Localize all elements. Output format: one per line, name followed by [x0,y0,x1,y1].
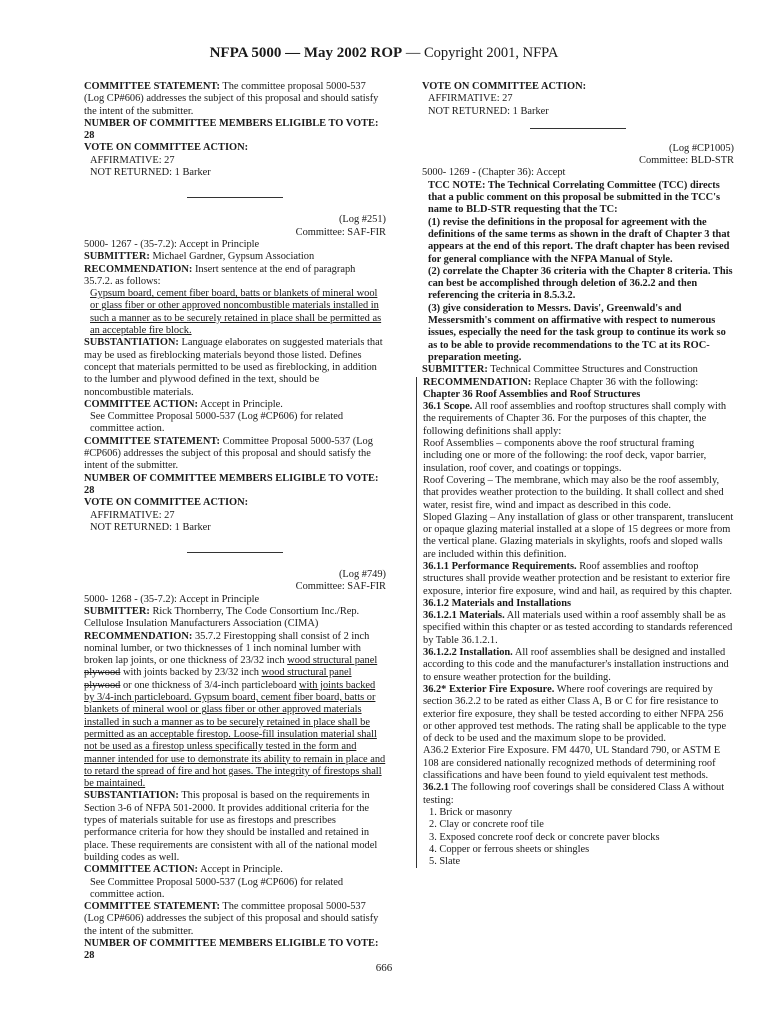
committee-statement-text: The committee proposal 5000-537 (Log CP#606) addresses the subject of this proposal and should satisfy the intent of the submitter. [84,901,379,937]
committee-statement [84,436,386,473]
struck-deletion: plywood [84,667,121,679]
list-item: 3. Exposed concrete roof deck or concrete paver blocks [429,831,660,843]
section-36-1-2: 36.1.2 Materials and Installations [423,597,572,609]
proposal-number: 5000- 1267 - (35-7.2): Accept in Principle [84,238,260,250]
section-36-1-2-1-text: All materials used within a roof assembly shall be as specified within this chapter or as tested according to standards referenced by Table 36.1.2.1. [423,610,733,646]
vote-heading: VOTE ON COMMITTEE ACTION: [422,81,587,92]
eligible-to-vote: NUMBER OF COMMITTEE MEMBERS ELIGIBLE TO VOTE: 28 [84,938,379,962]
section-36-1-2-2-text: All roof assemblies shall be designed and installed according to this code and the manufacturer's installation instructions and to ensure weather protection for the building. [423,647,729,683]
list-item: 4. Copper or ferrous sheets or shingles [429,843,590,855]
separator-rule [187,552,283,553]
submitter-text: Technical Committee Structures and Construction [490,364,698,376]
section-36-2-text: Where roof coverings are required by section 36.2.2 to be rated as either Class A, B or C for fire resistance to exterior fire exposure, they shall be tested according to either NFPA 256 or other approved test methods. The rating shall be applicable to the type of deck to be used and the maximum slope to be provided. [423,683,727,745]
committee-code: Committee: BLD-STR [639,155,734,167]
section-36-1-1-text: Roof assemblies and rooftop structures shall provide weather protection and be resistant to exterior fire exposure, interior fire exposure, wind and hail, as required by this chapter. [423,560,733,597]
committee-action-see: See Committee Proposal 5000-537 (Log #CP606) for related committee action. [90,876,344,900]
committee-code: Committee: SAF-FIR [295,226,386,238]
vote-heading: VOTE ON COMMITTEE ACTION: [84,497,249,509]
list-item: 1. Brick or masonry [429,806,513,818]
underlined-insert: wood structural panel [261,667,352,679]
log-number: (Log #251) [338,214,386,226]
section-36-2-label: 36.2* Exterior Fire Exposure. [423,683,555,695]
section-36-2-1-text: The following roof coverings shall be considered Class A without testing: [423,782,725,806]
underlined-insert: with joints backed by 3/4-inch particleboard. Gypsum board, cement fiber board, batts or blankets of mineral wool or glass fiber or other approved materials installed in such a manner as to be securely retained in place shall be permitted as an acceptable firestop. Loose-fill insulation material shall not be used as a firestop unless specifically tested in the form and manner intended for use to demonstrate its ability to remain in place and to retard the spread of fire and hot gases. The integrity of firestops shall be maintained. [84,679,386,790]
section-36-1-2-1 [423,610,734,647]
submitter-label: SUBMITTER: [84,251,150,263]
committee-action [84,864,386,876]
definition-roof-covering: Roof Covering – The membrane, which may also be the roof assembly, that provides weather protection to the building. It shall collect and shed water, resist fire, wind and impact as described in this code. [423,474,724,511]
committee-action-text: Accept in Principle. [200,398,283,410]
underlined-insert: Gypsum board, cement fiber board, batts or blankets of mineral wool or glass fiber or other approved noncombustible materials installed in such a manner as to be securely retained in place shall be permitted as an acceptable fire block. [90,288,382,337]
substantiation-label: SUBSTANTIATION: [84,337,179,349]
recommendation-label: RECOMMENDATION: [423,376,532,388]
committee-action [84,399,386,411]
substantiation [84,790,386,864]
tcc-note: TCC NOTE: The Technical Correlating Committee (TCC) directs that a public comment on this proposal be submitted in the TCC's name to BLD-STR requesting that the TC: [428,179,721,216]
submitter [84,606,386,631]
recommendation-text: Replace Chapter 36 with the following: [533,376,699,388]
recommendation [84,631,386,791]
submitter [84,251,386,263]
committee-action-see: See Committee Proposal 5000-537 (Log #CP606) for related committee action. [90,411,344,435]
tcc-item-2: (2) correlate the Chapter 36 criteria with the Chapter 8 criteria. This can best be accomplished through deletion of 36.2.2 and then referencing the criteria in 8.5.3.2. [428,265,733,302]
section-36-1-2-2-label: 36.1.2.2 Installation. [423,647,513,659]
affirmative-count: AFFIRMATIVE: 27 [90,509,175,521]
recommendation-text: or one thickness of 3/4-inch particleboard [122,679,297,691]
substantiation [84,337,386,398]
committee-action-text: Accept in Principle. [200,864,283,876]
list-item: 2. Clay or concrete roof tile [429,819,544,831]
committee-statement [84,81,386,118]
tcc-item-3: (3) give consideration to Messrs. Davis', Greenwald's and Messersmith's comment on affirmative with respect to numerous issues, especially the need for the task group to continue its work so as to be able to provide recommendations to the TC at its ROC-preparation meeting. [428,302,726,363]
log-number: (Log #CP1005) [669,142,734,154]
section-36-1-1-label: 36.1.1 Performance Requirements. [423,560,577,572]
recommendation-label: RECOMMENDATION: [84,630,193,642]
separator-rule [187,197,283,198]
substantiation-text: Language elaborates on suggested materials that may be used as fireblocking materials beyond those listed. Defines concept that materials permitted to be used as fireblocking, in addition to the lumber and plywood defined in the text, should be noncombustible materials. [84,337,383,398]
annex-a36-2: A36.2 Exterior Fire Exposure. FM 4470, UL Standard 790, or ASTM E 108 are considered nationally recognized methods of determining roof classifications and have been found to yield equivalent test methods. [423,745,721,782]
recommendation [423,377,734,389]
submitter-label: SUBMITTER: [84,605,150,617]
section-36-2-1 [423,782,734,807]
committee-statement-label: COMMITTEE STATEMENT: [84,81,220,92]
eligible-to-vote: NUMBER OF COMMITTEE MEMBERS ELIGIBLE TO VOTE: 28 [84,117,379,142]
underlined-insert: wood structural panel [287,655,378,667]
committee-statement-text: The committee proposal 5000-537 (Log CP#606) addresses the subject of this proposal and should satisfy the intent of the submitter. [84,81,379,117]
document-title: NFPA 5000 — May 2002 ROP [209,45,403,61]
not-returned-count: NOT RETURNED: 1 Barker [90,521,211,533]
submitter [422,364,734,376]
recommendation [84,264,386,289]
recommendation-text: 35.7.2 Firestopping shall consist of 2 inch nominal lumber, or two thicknesses of 1 inch nominal lumber with broken lap joints, or one thickness of 23/32 inch [84,630,370,667]
revision-bar-block [416,377,734,869]
list-item: 5. Slate [429,856,461,868]
definition-roof-assemblies: Roof Assemblies – components above the roof structural framing including one or more of the following: the roof deck, vapor barrier, insulation, roof cover, and coatings or toppings. [423,438,707,474]
section-36-1-2-1-label: 36.1.2.1 Materials. [423,610,505,622]
copyright-notice: — Copyright 2001, NFPA [405,45,559,61]
committee-code: Committee: SAF-FIR [295,581,386,593]
substantiation-text: This proposal is based on the requirements in Section 3-6 of NFPA 501-2000. It provides additional criteria for the types of materials suitable for use as firestops and prescribes performance criteria for how they should be installed and retained in place. These requirements are consistent with all of the national model building codes as well. [84,790,378,863]
proposal-number: 5000- 1268 - (35-7.2): Accept in Principle [84,593,260,605]
substantiation-label: SUBSTANTIATION: [84,790,179,802]
section-36-1-2-2 [423,647,734,684]
section-36-2-1-label: 36.2.1 [423,782,449,794]
committee-statement [84,901,386,938]
section-36-1-text: All roof assemblies and rooftop structures shall comply with the requirements of Chapter 36. For the purposes of this chapter, the following definitions shall apply: [423,401,727,437]
page-header [0,44,768,62]
affirmative-count: AFFIRMATIVE: 27 [428,93,513,105]
section-36-1 [423,401,734,438]
recommendation-text: with joints backed by 23/32 inch [122,667,259,679]
not-returned-count: NOT RETURNED: 1 Barker [428,105,549,117]
struck-deletion: plywood [84,679,121,691]
recommendation-inserted-text [84,288,386,337]
committee-action-label: COMMITTEE ACTION: [84,864,199,876]
left-column [84,81,386,963]
vote-heading: VOTE ON COMMITTEE ACTION: [84,142,249,154]
page-number: 666 [375,962,393,974]
committee-statement-label: COMMITTEE STATEMENT: [84,901,220,913]
committee-action-label: COMMITTEE ACTION: [84,398,199,410]
tcc-item-1: (1) revise the definitions in the proposal for agreement with the definitions of the same terms as shown in the draft of Chapter 3 that appears at the end of this report. The draft chapter has been revised for general compliance with the NFPA Manual of Style. [428,216,730,265]
class-a-list [423,807,734,868]
submitter-text: Rick Thornberry, The Code Consortium Inc./Rep. Cellulose Insulation Manufacturers Association (CIMA) [84,605,360,630]
submitter-text: Michael Gardner, Gypsum Association [152,251,315,263]
committee-statement-label: COMMITTEE STATEMENT: [84,435,220,447]
section-36-2 [423,684,734,745]
definition-sloped-glazing: Sloped Glazing – Any installation of glass or other transparent, translucent or opaque glazing material installed at a slope of 15 degrees or more from the vertical plane. Glazing materials in skylights, roofs and sloped walls are included within this definition. [423,511,734,560]
section-36-1-label: 36.1 Scope. [423,401,473,413]
right-column [422,81,734,868]
recommendation-label: RECOMMENDATION: [84,263,193,275]
committee-statement-text: Committee Proposal 5000-537 (Log #CP606) addresses the subject of this proposal and should satisfy the intent of the submitter. [84,435,373,472]
eligible-to-vote: NUMBER OF COMMITTEE MEMBERS ELIGIBLE TO VOTE: 28 [84,472,379,496]
chapter-heading: Chapter 36 Roof Assemblies and Roof Structures [423,388,641,400]
separator-rule [530,128,626,129]
section-36-1-1 [423,561,734,598]
affirmative-count: AFFIRMATIVE: 27 [90,154,175,166]
recommendation-text: Insert sentence at the end of paragraph 35.7.2. as follows: [84,263,356,287]
log-number: (Log #749) [338,569,386,581]
proposal-number: 5000- 1269 - (Chapter 36): Accept [422,167,566,179]
not-returned-count: NOT RETURNED: 1 Barker [90,167,211,179]
submitter-label: SUBMITTER: [422,364,488,376]
